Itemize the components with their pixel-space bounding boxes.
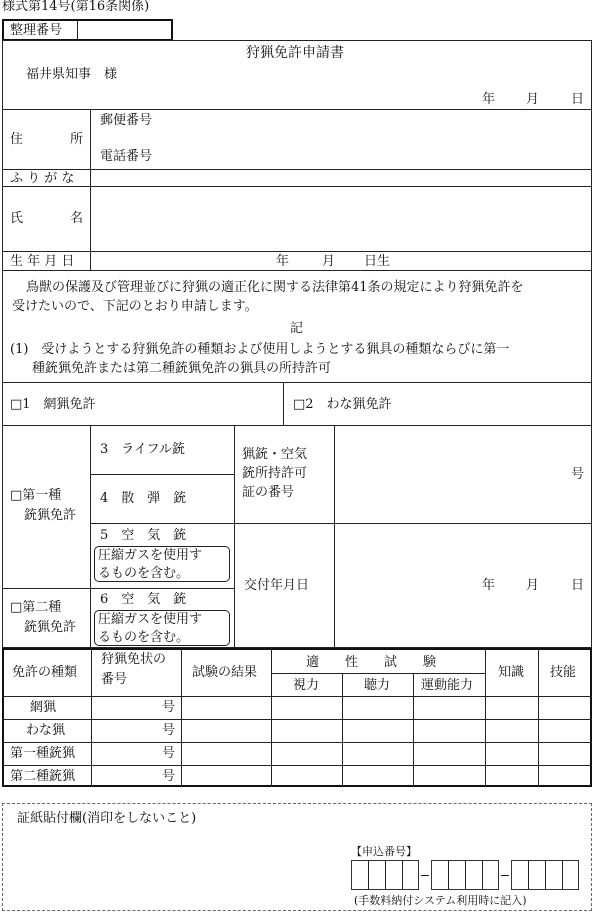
second-gun-license-label: 銃猟免許 — [24, 620, 77, 635]
application-number-group-2[interactable] — [431, 860, 499, 890]
air-gun-6-label: 6 空 気 銃 — [100, 592, 187, 607]
air-gun-5-note-2: るものを含む。 — [98, 566, 190, 581]
table-row-number-suffix: 号 — [162, 700, 176, 715]
first-gun-license-checkbox[interactable]: □第一種 — [10, 488, 62, 503]
birth-day-label: 日生 — [364, 254, 391, 269]
postal-code-field[interactable] — [160, 112, 588, 130]
permit-label-2: 銃所持許可 — [242, 466, 308, 481]
permit-label-3: 証の番号 — [242, 485, 295, 500]
birth-year-label: 年 — [276, 254, 290, 269]
table-row-label: 網猟 — [30, 700, 57, 715]
shotgun-label: 4 散 弾 銃 — [100, 491, 187, 506]
table-row-label: 第二種銃猟 — [10, 769, 76, 784]
col-exam-result: 試験の結果 — [192, 665, 258, 680]
first-gun-license-label: 銃猟免許 — [24, 508, 77, 523]
trap-license-checkbox[interactable]: □2 わな猟免許 — [293, 397, 392, 412]
name-label-1: 氏 — [10, 211, 24, 226]
col-motor: 運動能力 — [421, 678, 474, 693]
permit-number-field[interactable] — [340, 430, 565, 518]
furigana-label: ふ り が な — [10, 171, 75, 186]
net-license-checkbox[interactable]: □1 網猟免許 — [10, 397, 96, 412]
statement-line-2: 受けたいので、下記のとおり申請します。 — [12, 299, 258, 314]
second-gun-license-checkbox[interactable]: □第二種 — [10, 600, 62, 615]
col-license-type: 免許の種類 — [12, 665, 78, 680]
item-1-line-2: 種銃猟免許または第二種銃猟免許の猟具の所持許可 — [32, 361, 332, 376]
addressee: 福井県知事 様 — [26, 67, 118, 82]
separator-dash — [421, 875, 429, 876]
date-day-label: 日 — [571, 92, 585, 107]
air-gun-6-note-2: るものを含む。 — [98, 630, 190, 645]
col-cert-number-2: 番号 — [101, 672, 128, 687]
date-year-label: 年 — [482, 92, 496, 107]
name-label-2: 名 — [70, 211, 84, 226]
col-skill: 技能 — [550, 665, 577, 680]
permit-number-suffix: 号 — [571, 467, 585, 482]
phone-label: 電話番号 — [100, 149, 153, 164]
phone-field[interactable] — [160, 148, 588, 166]
form-number-label: 様式第14号(第16条関係) — [2, 0, 150, 14]
application-number-label: 【申込番号】 — [351, 845, 417, 858]
fee-system-note: (手数料納付システム利用時に記入) — [354, 894, 527, 907]
separator-dash — [501, 875, 509, 876]
statement-line-1: 鳥獣の保護及び管理並びに狩猟の適正化に関する法律第41条の規定により狩猟免許を — [26, 280, 524, 295]
application-number-group-3[interactable] — [511, 860, 579, 890]
name-field[interactable] — [94, 189, 588, 249]
table-row-number-suffix: 号 — [162, 769, 176, 784]
air-gun-5-note-1: 圧縮ガスを使用す — [98, 548, 203, 563]
stamp-area-label: 証紙貼付欄(消印をしないこと) — [17, 811, 197, 826]
item-1-line-1: (1) 受けようとする狩猟免許の種類および使用しようとする猟具の種類ならびに第一 — [10, 342, 510, 357]
ki-label: 記 — [290, 321, 304, 336]
birth-month-label: 月 — [322, 254, 336, 269]
col-cert-number-1: 狩猟免状の — [101, 652, 167, 667]
col-vision: 視力 — [293, 678, 320, 693]
table-row-label: 第一種銃猟 — [10, 746, 76, 761]
permit-label-1: 猟銃・空気 — [242, 447, 308, 462]
date-month-label: 月 — [526, 92, 540, 107]
application-number-group-1[interactable] — [351, 860, 419, 890]
postal-code-label: 郵便番号 — [100, 113, 153, 128]
issue-day-label: 日 — [571, 578, 585, 593]
issue-date-label: 交付年月日 — [244, 578, 310, 593]
form-title: 狩猟免許申請書 — [246, 45, 344, 61]
address-label-1: 住 — [10, 132, 24, 147]
issue-month-label: 月 — [526, 578, 540, 593]
address-label-2: 所 — [70, 132, 84, 147]
table-row-label: わな猟 — [26, 723, 66, 738]
reference-number-field[interactable] — [78, 22, 170, 38]
table-row-number-suffix: 号 — [162, 746, 176, 761]
col-knowledge: 知識 — [498, 665, 525, 680]
birthdate-label: 生 年 月 日 — [10, 254, 75, 269]
air-gun-5-label: 5 空 気 銃 — [100, 528, 187, 543]
air-gun-6-note-1: 圧縮ガスを使用す — [98, 612, 203, 627]
rifle-label: 3 ライフル銃 — [100, 442, 185, 457]
col-hearing: 聴力 — [364, 678, 391, 693]
col-aptitude-test: 適 性 試 験 — [306, 655, 437, 670]
table-row-number-suffix: 号 — [162, 723, 176, 738]
issue-year-label: 年 — [482, 578, 496, 593]
furigana-field[interactable] — [94, 171, 588, 185]
reference-number-label: 整理番号 — [10, 23, 63, 38]
